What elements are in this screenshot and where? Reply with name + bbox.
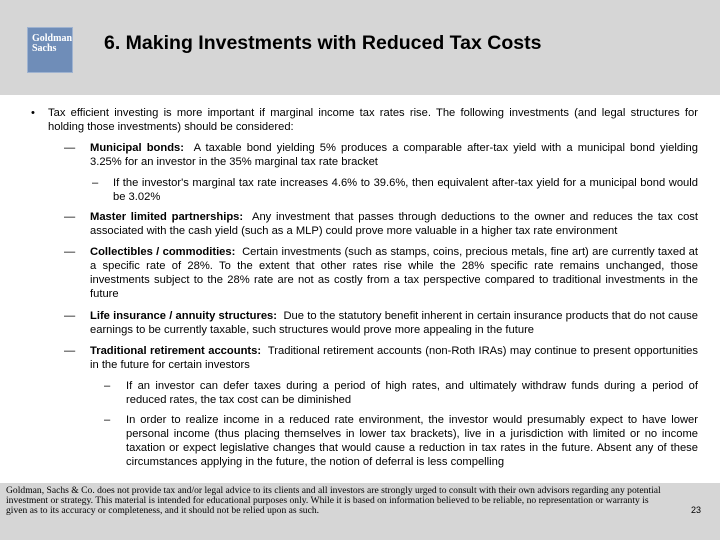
- legal-disclaimer: Goldman, Sachs & Co. does not provide tax and/or legal advice to its clients and all investors are strongly urged to consult with their own advisors regarding any potential investment or strategy. This material is intended for educational purposes only. While it is based on information believed to be reliable, no representation or warranty is given as to its accuracy or completeness, and it should not be relied upon as such.: [6, 485, 661, 517]
- sub-dash-mark: –: [104, 414, 111, 426]
- bullet-mark: •: [31, 107, 35, 119]
- item-text: Traditional retirement accounts (non-Roth IRAs) may continue to present opportunities in the future for certain investors: [90, 345, 698, 371]
- dash-mark: —: [64, 345, 76, 357]
- list-item-life-insurance: [90, 309, 698, 337]
- item-text: Any investment that passes through deductions to the owner and reduces the tax cost associated with the cash yield (such as a MLP) could prove more valuable in a higher tax rate environment: [90, 211, 698, 237]
- item-heading: Collectibles / commodities:: [90, 246, 236, 258]
- item-heading: Municipal bonds:: [90, 142, 184, 154]
- dash-mark: —: [64, 142, 76, 154]
- sub-list-item: If the investor's marginal tax rate increases 4.6% to 39.6%, then equivalent after-tax yield for a municipal bond would be 3.02%: [113, 177, 698, 203]
- page-number: 23: [691, 505, 702, 515]
- bullet-text: Tax efficient investing is more important if marginal income tax rates rise. The following investments (and legal structures for holding those investments) should be considered:: [48, 107, 698, 133]
- goldman-sachs-logo: [27, 27, 73, 73]
- item-text: Due to the statutory benefit inherent in certain insurance products that do not cause earnings to be currently taxable, such structures would prove more appealing in the future: [90, 310, 698, 336]
- logo-text-line2: Sachs: [32, 43, 57, 54]
- dash-mark: —: [64, 310, 76, 322]
- sub-dash-mark: –: [104, 380, 111, 392]
- item-heading: Traditional retirement accounts:: [90, 345, 262, 357]
- item-text: A taxable bond yielding 5% produces a comparable after-tax yield with a municipal bond yielding 3.25% for an investor in the 35% marginal tax rate bracket: [90, 142, 698, 168]
- item-heading: Life insurance / annuity structures:: [90, 310, 277, 322]
- list-item-collectibles: [90, 245, 698, 301]
- slide-footer: [0, 483, 720, 540]
- sub-list-item: If an investor can defer taxes during a period of high rates, and ultimately withdraw funds during a period of reduced rates, the tax cost can be diminished: [126, 380, 698, 406]
- sub-dash-mark: –: [92, 177, 99, 189]
- slide-header: [0, 0, 720, 95]
- dash-mark: —: [64, 211, 76, 223]
- logo-text-line1: Goldman: [32, 33, 73, 44]
- dash-mark: —: [64, 246, 76, 258]
- sub-list-item: In order to realize income in a reduced rate environment, the investor would presumably expect to have lower personal income (thus placing themselves in lower tax brackets), live in a jurisdiction with limited or no income taxation or expect legislative changes that would cause a reduction in tax rates in the future. Absent any of these circumstances applying in the future, the notion of deferral is less compelling: [126, 414, 698, 468]
- list-item-retirement-accounts: [90, 344, 698, 372]
- item-heading: Master limited partnerships:: [90, 211, 244, 223]
- list-item-municipal-bonds: [90, 141, 698, 169]
- list-item-mlp: [90, 210, 698, 238]
- item-text: Certain investments (such as stamps, coins, precious metals, fine art) are currently taxed at a specific rate of 28%. To the extent that other rates rise while the 28% specific rate remains unchanged, those investments subject to the 28% rate are not as costly from a tax perspective compared to traditional investments in the future: [90, 246, 698, 300]
- slide-title: 6. Making Investments with Reduced Tax Costs: [104, 32, 542, 54]
